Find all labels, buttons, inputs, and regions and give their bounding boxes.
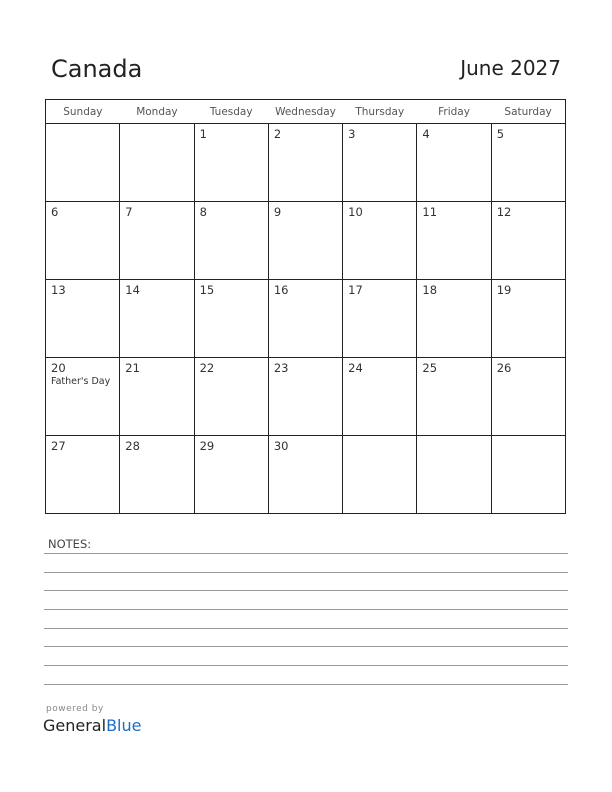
country-title: Canada <box>51 55 143 83</box>
powered-by-text: powered by <box>46 704 104 714</box>
day-number: 13 <box>51 283 66 297</box>
day-cell <box>343 358 417 436</box>
day-cell <box>194 124 268 202</box>
day-number: 25 <box>422 361 438 375</box>
weekday-monday: Monday <box>120 100 194 124</box>
day-cell <box>120 280 194 358</box>
day-cell <box>268 124 342 202</box>
generalblue-logo <box>43 716 141 735</box>
day-number: 19 <box>496 283 512 297</box>
day-cell <box>268 436 342 514</box>
holiday-label: Father's Day <box>51 376 111 387</box>
week-row-4 <box>46 358 566 436</box>
day-cell <box>491 124 565 202</box>
day-cell <box>46 124 120 202</box>
note-line[interactable] <box>44 609 568 610</box>
day-number: 1 <box>199 127 207 141</box>
day-cell <box>194 280 268 358</box>
day-number: 7 <box>125 205 133 219</box>
day-cell <box>268 202 342 280</box>
day-number: 22 <box>199 361 215 375</box>
day-cell <box>46 202 120 280</box>
day-number: 3 <box>348 127 356 141</box>
day-number: 29 <box>199 439 215 453</box>
day-cell <box>491 202 565 280</box>
day-number: 18 <box>422 283 438 297</box>
brand-blue-text: Blue <box>106 716 142 735</box>
day-number: 20 <box>51 361 66 375</box>
day-cell <box>46 358 120 436</box>
note-line[interactable] <box>44 665 568 666</box>
day-cell <box>417 124 491 202</box>
weekday-thursday: Thursday <box>343 100 417 124</box>
weekday-sunday: Sunday <box>46 100 120 124</box>
day-number: 9 <box>273 205 282 219</box>
day-cell <box>120 124 194 202</box>
day-cell <box>343 202 417 280</box>
day-cell <box>120 358 194 436</box>
day-cell <box>120 202 194 280</box>
day-number: 11 <box>422 205 438 219</box>
week-row-5 <box>46 436 566 514</box>
day-cell <box>343 280 417 358</box>
note-line[interactable] <box>44 590 568 591</box>
day-cell <box>417 280 491 358</box>
day-number: 8 <box>199 205 207 219</box>
day-number: 10 <box>348 205 363 219</box>
weekday-header-row <box>46 100 566 124</box>
day-cell <box>417 436 491 514</box>
day-cell <box>46 436 120 514</box>
month-year-title: June 2027 <box>460 56 561 80</box>
week-row-3 <box>46 280 566 358</box>
day-number: 5 <box>496 127 505 141</box>
day-number: 28 <box>125 439 140 453</box>
day-number: 16 <box>273 283 289 297</box>
weekday-saturday: Saturday <box>491 100 565 124</box>
calendar-grid <box>45 99 566 514</box>
day-cell <box>491 436 565 514</box>
weekday-friday: Friday <box>417 100 491 124</box>
day-number: 12 <box>496 205 512 219</box>
weekday-tuesday: Tuesday <box>194 100 268 124</box>
week-row-2 <box>46 202 566 280</box>
day-cell <box>491 358 565 436</box>
day-number: 23 <box>273 361 289 375</box>
day-cell <box>343 124 417 202</box>
day-number: 17 <box>348 283 363 297</box>
weekday-wednesday: Wednesday <box>268 100 342 124</box>
day-number: 24 <box>348 361 363 375</box>
day-number: 26 <box>496 361 512 375</box>
day-cell <box>417 358 491 436</box>
day-cell <box>194 358 268 436</box>
day-cell <box>194 202 268 280</box>
day-cell <box>417 202 491 280</box>
day-cell <box>268 280 342 358</box>
note-line[interactable] <box>44 684 568 685</box>
day-number: 4 <box>422 127 430 141</box>
week-row-1 <box>46 124 566 202</box>
note-line[interactable] <box>44 553 568 554</box>
note-line[interactable] <box>44 628 568 629</box>
brand-general-text: General <box>43 716 107 735</box>
day-number: 15 <box>199 283 215 297</box>
day-number: 6 <box>51 205 59 219</box>
day-number: 27 <box>51 439 66 453</box>
day-number: 14 <box>125 283 140 297</box>
day-cell <box>194 436 268 514</box>
day-cell <box>120 436 194 514</box>
note-line[interactable] <box>44 646 568 647</box>
day-number: 21 <box>125 361 140 375</box>
notes-label: NOTES: <box>48 537 92 551</box>
day-cell <box>46 280 120 358</box>
day-cell <box>343 436 417 514</box>
day-cell <box>268 358 342 436</box>
note-line[interactable] <box>44 572 568 573</box>
day-number: 2 <box>273 127 282 141</box>
day-number: 30 <box>273 439 289 453</box>
day-cell <box>491 280 565 358</box>
